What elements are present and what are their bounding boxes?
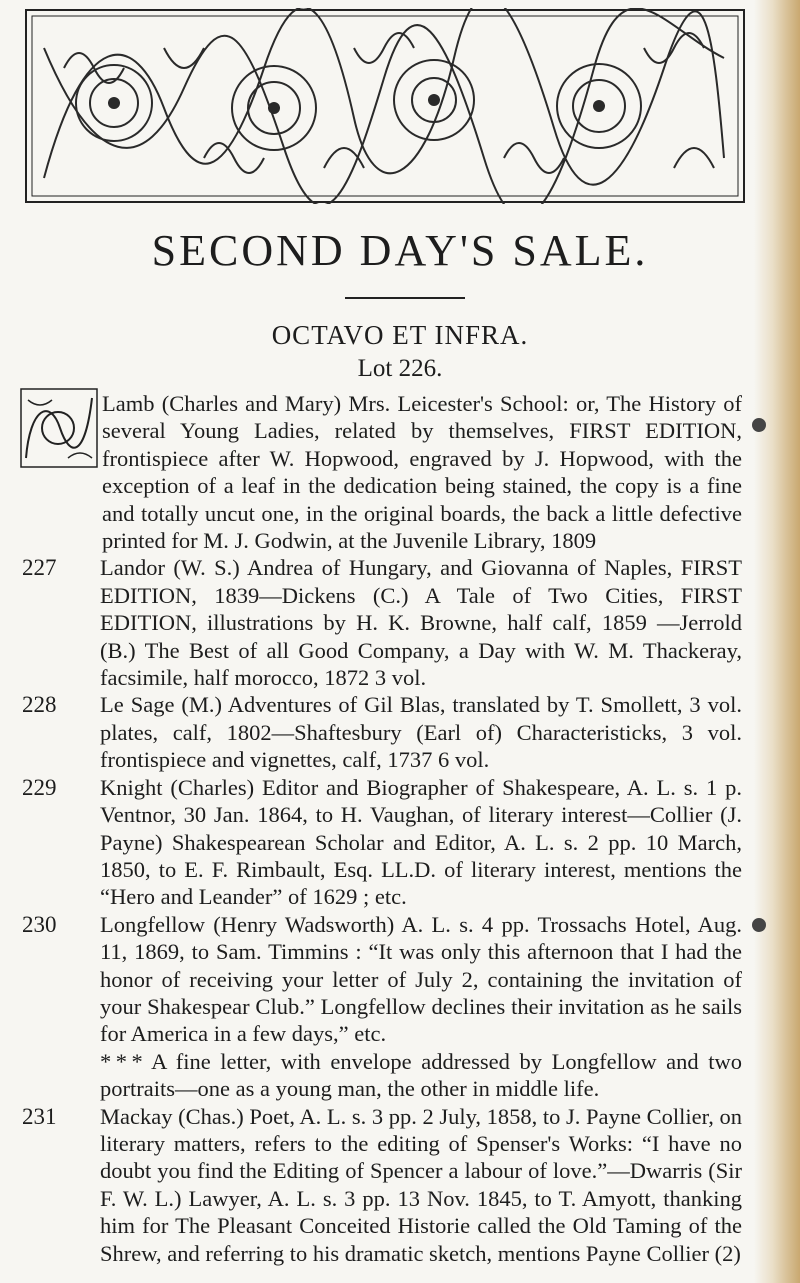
lot-number: 230	[22, 911, 57, 937]
lot-entry-231	[22, 1103, 742, 1267]
lot-number: 231	[22, 1103, 57, 1129]
title-divider	[345, 297, 465, 299]
section-subtitle: OCTAVO ET INFRA.	[271, 320, 529, 350]
lot-note-text: * * * A fine letter, with envelope addressed by Longfellow and two portraits—one as a young man, the other in middle life.	[100, 1048, 742, 1102]
lot-number: 229	[22, 774, 57, 800]
lot-description: Knight (Charles) Editor and Biographer of Shakespeare, A. L. s. 1 p. Ventnor, 30 Jan. 1864, to H. Vaughan, of literary interest—Collier (J. Payne) Shakespearean Scholar and Editor, A. L. s. 2 pp. 10 March, 1850, to E. F. Rimbault, Esq. LL.D. of literary interest, mentions the “Hero and Leander” of 1629 ; etc.	[100, 774, 742, 910]
lot-entry-229	[22, 774, 742, 911]
lot-description: Longfellow (Henry Wadsworth) A. L. s. 4 pp. Trossachs Hotel, Aug. 11, 1869, to Sam. Timmins : “It was only this afternoon that I had the honor of receiving your letter of July 2, containing the invitation of your Shakespear Club.” Longfellow declines their invitation as he sails for America in a few days,” etc.	[100, 911, 742, 1047]
lot-heading: Lot 226.	[357, 355, 443, 382]
lot-number: 227	[22, 555, 57, 581]
lot-entry-226	[22, 390, 742, 554]
lot-entry-230	[22, 911, 742, 1048]
decorative-banner-ornament	[24, 8, 746, 204]
binding-hole-mark	[752, 418, 766, 432]
page-title: SECOND DAY'S SALE.	[151, 226, 649, 275]
lot-description: Mackay (Chas.) Poet, A. L. s. 3 pp. 2 July, 1858, to J. Payne Collier, on literary matters, refers to the editing of Spenser's Works: “I have no doubt you find the Editing of Spencer a labour of love.”—Dwarris (Sir F. W. L.) Lawyer, A. L. s. 3 pp. 13 Nov. 1845, to T. Amyott, thanking him for The Pleasant Conceited Historie called the Old Taming of the Shrew, and referring to his dramatic sketch, mentions Payne Collier (2)	[100, 1103, 742, 1266]
lot-entry-228	[22, 691, 742, 773]
lot-description: Landor (W. S.) Andrea of Hungary, and Giovanna of Naples, FIRST EDITION, 1839—Dickens (C.) A Tale of Two Cities, FIRST EDITION, illustrations by H. K. Browne, half calf, 1859 —Jerrold (B.) The Best of all Good Company, a Day with W. M. Thackeray, facsimile, half morocco, 1872 3 vol.	[100, 555, 742, 691]
lot-note	[22, 1048, 742, 1103]
page-edge-shadow	[754, 0, 800, 1283]
lot-entry-227	[22, 554, 742, 691]
lot-description: Lamb (Charles and Mary) Mrs. Leicester's School: or, The History of several Young Ladies, related by themselves, FIRST EDITION, frontispiece after W. Hopwood, engraved by J. Hopwood, with the exception of a leaf in the dedication being stained, the copy is a fine and totally uncut one, in the original boards, the back a little defective printed for M. J. Godwin, at the Juvenile Library, 1809	[102, 391, 742, 554]
lot-list	[22, 390, 742, 1267]
lot-description: Le Sage (M.) Adventures of Gil Blas, translated by T. Smollett, 3 vol. plates, calf, 1802—Shaftesbury (Earl of) Characteristicks, 3 vol. frontispiece and vignettes, calf, 1737 6 vol.	[100, 692, 742, 773]
lot-number: 228	[22, 692, 57, 718]
binding-hole-mark	[752, 918, 766, 932]
